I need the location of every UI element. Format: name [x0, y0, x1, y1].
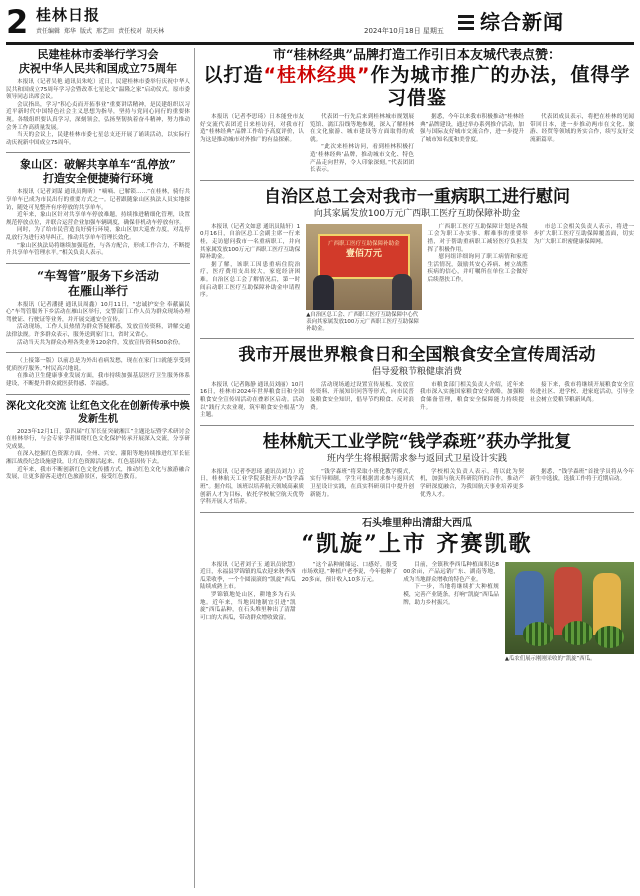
photo-caption: ▲自治区总工会、广西职工医疗互助保障中心代表向其家属发放100万元广西职工医疗互助保障补助金。 [306, 311, 419, 332]
paragraph: “钱学森班”将采取小班化教学模式，实行导师制，学生可根据需求参与返回式卫星设计实践，在真实科研项目中提升创新能力。 [310, 468, 414, 498]
divider [200, 512, 634, 513]
section-header [458, 6, 634, 38]
article-continued [6, 358, 190, 388]
paragraph: “这个品种耐储运、口感好，很受市场欢迎。”种植户老李说，今年他种了20多亩，预计收入10多万元。 [301, 561, 398, 583]
text-column [200, 562, 296, 663]
article-body [200, 224, 634, 333]
issue-date: 2024年10月18日 星期五 [364, 27, 444, 35]
section-bars-icon [458, 15, 474, 30]
paragraph: 广西职工医疗互助保障计划是各级工会为职工办实事、解难事的重要举措，对于帮助重病职工减轻医疗负担发挥了积极作用。 [427, 223, 528, 253]
divider [200, 338, 634, 339]
paragraph: 本报讯（记者文如意 通讯员陆轩）10月16日，自治区总工会副主席一行来桂，走访慰问我市一名重病职工，并向其家属发放100万元广西职工医疗互助保障补助金。 [200, 223, 301, 261]
kicker: 石头堆里种出清甜大西瓜 [362, 517, 472, 529]
paragraph: 罗锦镇地处山区，耕地多为石头地。近年来，当地因地制宜引进“凯旋”西瓜品种，在石头堆里种出了清甜可口的大西瓜，带动群众增收致富。 [200, 592, 296, 621]
paragraph: “象山区执法局将继续加强巡查，与各方配合，形成工作合力，不断提升共享单车管理水平。”相关负责人表示。 [6, 242, 190, 257]
masthead [6, 4, 634, 40]
paragraph: 活动现场，工作人员热情为群众答疑解惑，发放宣传资料，讲解交通法律法规。许多群众表示，服务送到家门口，省时又省心。 [6, 324, 190, 339]
column-divider [194, 48, 195, 888]
headline-line2: 在雁山举行 [67, 283, 128, 298]
staff-name: 胡天林 [146, 28, 165, 35]
article-body [200, 382, 634, 420]
text-column [428, 224, 528, 333]
paragraph: 市总工会相关负责人表示，将进一步扩大职工医疗互助保障覆盖面，切实为广大职工织密健康保障网。 [533, 223, 634, 245]
paragraph: 近年来，我市不断创新红色文化传播方式，推动红色文化与旅游融合发展，让更多游客走进红色旅游景区，接受红色教育。 [6, 466, 190, 481]
text-column [534, 224, 634, 333]
paragraph: 下一步，当地将继续扩大种植规模，完善产业链条，打响“凯旋”西瓜品牌，助力乡村振兴。 [403, 584, 499, 606]
subheadline: 班内学生将根据需求参与返回式卫星设计实践 [326, 453, 507, 464]
article-body [200, 469, 634, 507]
article-union [200, 186, 634, 333]
headline-highlight: “桂林经典” [263, 64, 371, 86]
headline: 深化文化交流 让红色文化在创新传承中焕发新生机 [6, 400, 190, 425]
banner-board [318, 234, 410, 279]
article-bike [6, 158, 190, 257]
article-watermelon [200, 518, 634, 663]
person-figure [392, 274, 413, 310]
headline: “凯旋”上市 齐赛凯歌 [301, 530, 533, 557]
staff-role: 责任校对 [118, 28, 143, 35]
paragraph: 当天的会议上，民建桂林市委七星总支还开展了诵读活动，以实际行动庆祝新中国成立75周年。 [6, 132, 190, 146]
article-qianxuesen [200, 431, 634, 507]
union-photo [306, 224, 421, 310]
paragraph: 同时，为了给市民营造良好骑行环境，象山区加大巡查力度，对乱停乱放行为进行劝导纠正，推动共享单车管理长效化。 [6, 227, 190, 241]
paragraph: 市粮食部门相关负责人介绍，近年来我市深入实施国家粮食安全战略，加强粮食储备管理，粮食安全保障能力持续提升。 [420, 381, 524, 411]
paragraph: 本报讯（记者陈静 通讯员刘丽）10月16日，桂林市2024年世界粮食日和全国粮食安全宣传周活动在叠彩区启动。活动以“践行大农业观，筑牢粮食安全根基”为主题。 [200, 381, 304, 419]
divider [200, 180, 634, 181]
paragraph: 据了解，该职工因患重病住院治疗，医疗费用支出较大，家庭经济困难。自治区总工会了解情况后，第一时间启动职工医疗互助保障补助金申请程序。 [200, 261, 301, 299]
photo-block [505, 562, 634, 663]
paragraph: 据悉，今年以来我市积极推动“桂林经典”品牌建设，通过举办系列推介活动，加强与国际友好城市交流合作，进一步提升了城市知名度和美誉度。 [420, 114, 524, 143]
paragraph: 活动当天共为群众办理各类业务120余件，发放宣传资料500余份。 [17, 339, 184, 346]
paragraph: 本报讯（记者潘捷 通讯员周鑫）10月11日，“忠诚护安全 奉献赢民心”车驾管服务下乡活动在雁山区举行，交警部门工作人员为群众现场办理驾驶证、行驶证等业务，并开展交通安全宣传。 [6, 301, 190, 323]
banner-text: 广西职工医疗互助保障补助金 [328, 241, 400, 248]
page-number: 2 [6, 3, 29, 41]
paragraph: 会议指出，学习“积心贞而开拓事业”重要讲话精神，是民建组织以习近平新时代中国特色社会主义思想为指导，坚持与党同心同行的重要体现。各级组织要认真学习，深刻领会，弘扬坚韧执着奋斗精神，努力推动会务工作高质量发展。 [6, 101, 190, 131]
article-body [200, 114, 634, 175]
left-column [6, 48, 190, 888]
subheadline: 倡导爱粮节粮健康消费 [371, 366, 462, 377]
headline-line2: 打造安全便捷骑行环境 [43, 172, 153, 186]
text-column [200, 114, 304, 175]
article-minjian [6, 48, 190, 147]
paragraph: 本报讯（记者刘谋 通讯员陶昕）“嘀嘀、已解锁……”在桂林，骑行共享单车已成为市民出行的重要方式之一。记者跟随象山区执法人员实地探访，随处可见整齐有序停放的共享单车。 [6, 189, 190, 211]
paragraph: 在深入挖掘红色资源方面，全州、兴安、灌阳等地持续推进红军长征湘江战役纪念设施建设，让红色资源活起来、红色基因传下去。 [6, 451, 190, 465]
text-column [310, 114, 414, 175]
divider [6, 152, 190, 153]
watermelon-photo [505, 562, 634, 654]
subheadline: 向其家属发放100万元广西职工医疗互助保障补助金 [313, 208, 521, 219]
paragraph: 目前，全镇秋季西瓜种植面积达800余亩，产品远销广东、湖南等地，成为当地群众增收的特色产业。 [403, 561, 499, 583]
paragraph: 代表团一行先后来到桂林城市规划展览馆、漓江沿线等地参观，深入了解桂林在文化旅游、城市建设等方面取得的成就。 [310, 114, 414, 143]
paragraph: 本报讯（记者吴艳 通讯员朱屹）近日，民建桂林市委举行庆祝中华人民共和国成立75周年学习会暨改革七星论文“温隆之家”启动仪式。原市委领导同志出席会议。 [6, 79, 190, 101]
paragraph: 学校相关负责人表示，将以此为契机，加强与航天科研院所的合作，推动产学研深度融合，为我国航天事业培养更多优秀人才。 [420, 468, 524, 498]
divider [200, 425, 634, 426]
article-vehicle [6, 269, 190, 348]
watermelon [595, 626, 623, 648]
divider [6, 263, 190, 264]
watermelon [523, 622, 554, 646]
text-column [420, 114, 524, 175]
watermelon [562, 621, 593, 645]
paragraph: 据悉，“钱学森班”首批学员将从今年新生中选拔，选拔工作将于近期启动。 [530, 468, 634, 483]
section-title: 综合新闻 [480, 10, 564, 34]
article-body [200, 562, 634, 663]
paper-logo: 桂林日报 [36, 6, 101, 24]
divider [6, 352, 190, 353]
banner-amount: 壹佰万元 [345, 249, 382, 260]
headline: 民建桂林市委举行学习会 [37, 48, 159, 61]
staff-role: 责任编辑 [36, 28, 61, 35]
text-column [403, 562, 499, 663]
headline-line2: 庆祝中华人民共和国成立75周年 [18, 62, 178, 75]
paragraph: 代表团成员表示，将把在桂林的见闻带回日本，进一步推动两市在文化、旅游、经贸等领域的务实合作，续写友好交流新篇章。 [530, 114, 634, 143]
photo-block [306, 224, 421, 333]
kicker: 市“桂林经典”品牌打造工作引日本友城代表点赞： [273, 48, 561, 63]
paragraph: 接下来，我市将继续开展粮食安全宣传进社区、进学校、进家庭活动，引导全社会树立爱粮节粮新风尚。 [530, 381, 634, 403]
staff-credits [36, 26, 164, 35]
paragraph: 活动现场通过设置宣传展板、发放宣传资料、开展知识问答等形式，向市民普及粮食安全知识，倡导节约粮食、反对浪费。 [310, 381, 414, 411]
paragraph: 在推动卫生健康事业发展方面，我市持续加强基层医疗卫生服务体系建设，不断提升群众就医获得感、幸福感。 [6, 373, 190, 388]
masthead-rule [6, 42, 634, 45]
text-column [530, 114, 634, 175]
staff-role: 版式 [80, 28, 93, 35]
article-grain [200, 344, 634, 420]
headline-part: 以打造 [203, 64, 264, 86]
photo-caption: ▲瓜农们展示刚刚采收的“凯旋”西瓜。 [504, 655, 596, 662]
paragraph: （上接第一版）以前总是为外出看病发愁，现在在家门口就能享受到优质医疗服务。”村民高兴地说。 [6, 358, 190, 372]
staff-name: 邢艺田 [96, 28, 115, 35]
paragraph: 慰问组详细询问了职工病情和家庭生活情况，鼓励其安心养病、树立战胜疾病的信心，并叮嘱所在单位工会做好后续帮扶工作。 [427, 254, 528, 283]
text-column [302, 562, 398, 663]
paragraph: 近年来，象山区针对共享单车停放难题，持续推进精细化管理，设置规范停放点位，并联合运营企业加强车辆调度，确保非机动车停放有序。 [6, 212, 190, 226]
person-figure [313, 275, 334, 309]
article-red-culture [6, 400, 190, 482]
headline-part: 作为城市推广的办法，值得学习借鉴 [370, 64, 631, 109]
paragraph: 本报讯（记者刘子玉 通讯员徐慧）近日，永福县罗锦镇的瓜农迎来秋季西瓜采收季，一个个圆滚滚的“凯旋”西瓜陆续成熟上市。 [200, 561, 296, 591]
divider [6, 394, 190, 395]
headline: 我市开展世界粮食日和全国粮食安全宣传周活动 [238, 344, 596, 365]
text-column [200, 224, 300, 333]
paragraph: “此次来桂林访问，看到桂林积极打造‘桂林经典’品牌，推动城市文化、特色产品走向世界，令人印象深刻。”代表团团长表示。 [310, 144, 414, 174]
headline: 象山区：破解共享单车“乱停放” [20, 158, 176, 172]
right-column [200, 48, 634, 888]
paragraph: 本报讯（记者李思琦）日本能登市友好交流代表团近日来桂访问，对我市打造“桂林经典”品牌工作给予高度评价，认为这是推动城市对外推广的有益探索。 [200, 114, 304, 143]
headline: 桂林航天工业学院“钱学森班”获办学批复 [262, 431, 572, 452]
staff-name: 郑华 [64, 28, 77, 35]
main-headline [200, 64, 634, 110]
paragraph: 2023年12月1日，第四届“红军长征突破湘江”主题论坛暨学术研讨会在桂林举行，与会专家学者围绕红色文化保护传承开展深入交流，分享研究成果。 [6, 428, 190, 450]
headline: 自治区总工会对我市一重病职工进行慰问 [264, 186, 570, 207]
article-guilin-classic [200, 48, 634, 175]
headline: “车驾管”服务下乡活动 [37, 268, 159, 283]
paragraph: 本报讯（记者李思琦 通讯员刘力）近日，桂林航天工业学院获批开办“钱学森班”。据介绍，该班以培养航天领域高素质创新人才为目标，依托学校航空航天优势学科开展人才培养。 [200, 468, 304, 506]
